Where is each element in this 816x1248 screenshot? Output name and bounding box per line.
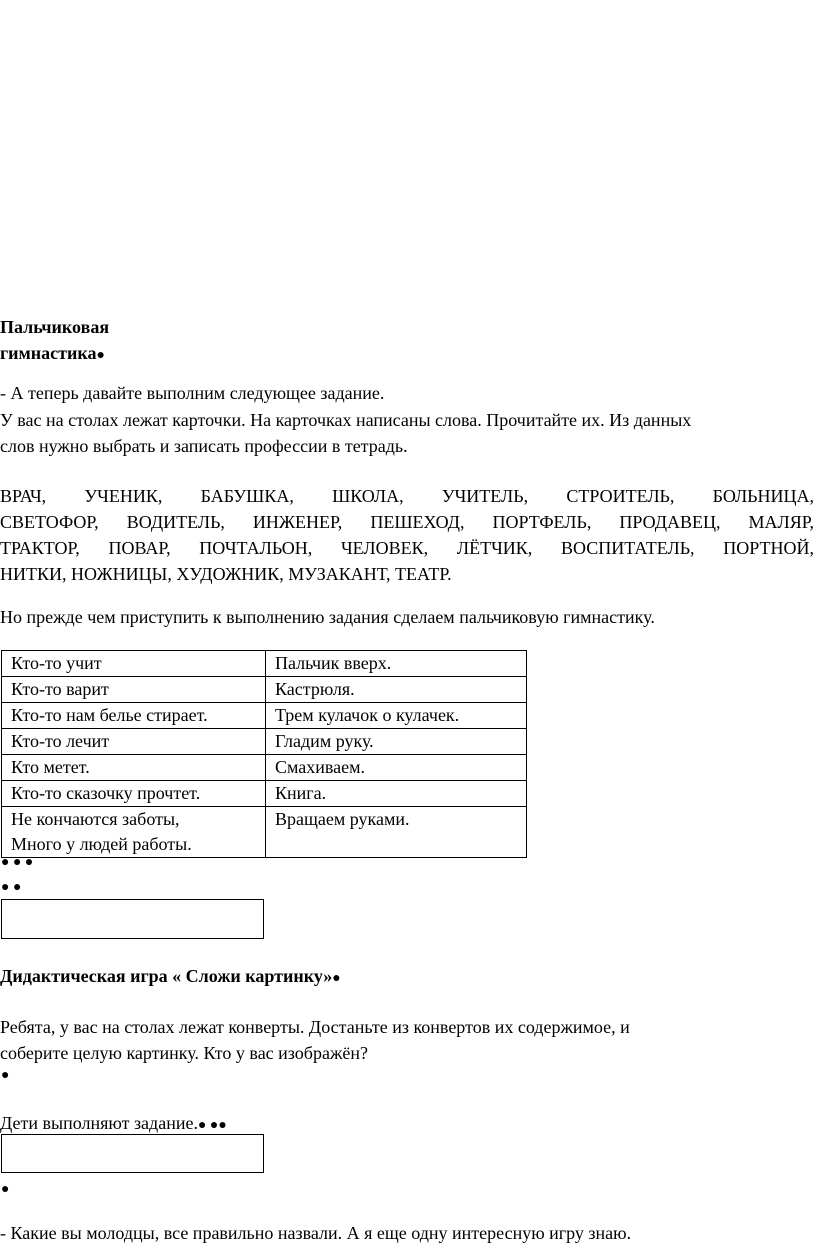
table-row [2, 807, 527, 858]
empty-frame-2 [1, 1134, 264, 1173]
bullet-row-1: ● ● ● [1, 855, 34, 870]
bullet-icon: ● [1, 1068, 10, 1083]
gymnastics-table [1, 650, 527, 858]
paragraph-envelopes-line2: соберите целую картинку. Кто у вас изображён? [0, 1043, 369, 1063]
paragraph-cards-line2: слов нужно выбрать и записать профессии в тетрадь. [0, 436, 408, 456]
table-row [2, 755, 527, 781]
bullet-group-icons: ● ●● [197, 1118, 227, 1133]
table-row [2, 703, 527, 729]
bullet-icon: ● [96, 348, 105, 363]
table-row [2, 677, 527, 703]
paragraph-task-intro: - А теперь давайте выполним следующее задание. [0, 383, 385, 403]
heading-finger-gymnastics-text: гимнастика [0, 343, 97, 363]
table-cell-text: Кто-то сказочку прочтет. [2, 781, 266, 807]
words-line-4: НИТКИ, НОЖНИЦЫ, ХУДОЖНИК, МУЗАКАНТ, ТЕАТР. [0, 564, 452, 584]
bullet-row-2: ● ● [1, 880, 22, 895]
table-row [2, 781, 527, 807]
bullet-icon: ● [332, 971, 341, 986]
table-cell-action: Пальчик вверх. [266, 651, 527, 677]
bullet-icon: ● [1, 1182, 10, 1197]
table-cell-action: Вращаем руками. [266, 807, 527, 858]
paragraph-praise: - Какие вы молодцы, все правильно назвали. А я еще одну интересную игру знаю. [0, 1223, 632, 1243]
table-cell-text [2, 807, 266, 858]
heading-didactic-game-text: Дидактическая игра « Сложи картинку» [0, 966, 333, 986]
table-cell-text: Кто метет. [2, 755, 266, 781]
table-cell-text: Кто-то варит [2, 677, 266, 703]
words-line-1: ВРАЧ, УЧЕНИК, БАБУШКА, ШКОЛА, УЧИТЕЛЬ, СТРОИТЕЛЬ, БОЛЬНИЦА, [0, 486, 814, 506]
paragraph-cards-line1: У вас на столах лежат карточки. На карточках написаны слова. Прочитайте их. Из данных [0, 410, 692, 430]
words-line-3: ТРАКТОР, ПОВАР, ПОЧТАЛЬОН, ЧЕЛОВЕК, ЛЁТЧИК, ВОСПИТАТЕЛЬ, ПОРТНОЙ, [0, 538, 814, 558]
table-cell-text: Кто-то лечит [2, 729, 266, 755]
table-cell-line1: Не кончаются заботы, [11, 809, 180, 829]
table-cell-action: Гладим руку. [266, 729, 527, 755]
heading-finger-gymnastics-line1: Пальчиковая [0, 317, 110, 337]
heading-finger-gymnastics-line2 [0, 340, 105, 369]
table-cell-line2: Много у людей работы. [11, 834, 192, 854]
table-row [2, 729, 527, 755]
heading-didactic-game [0, 963, 341, 992]
table-cell-action: Книга. [266, 781, 527, 807]
table-row [2, 651, 527, 677]
table-cell-action: Смахиваем. [266, 755, 527, 781]
paragraph-envelopes-line1: Ребята, у вас на столах лежат конверты. Достаньте из конвертов их содержимое, и [0, 1017, 630, 1037]
empty-frame-1 [1, 899, 264, 939]
table-cell-text: Кто-то нам белье стирает. [2, 703, 266, 729]
words-line-2: СВЕТОФОР, ВОДИТЕЛЬ, ИНЖЕНЕР, ПЕШЕХОД, ПОРТФЕЛЬ, ПРОДАВЕЦ, МАЛЯР, [0, 512, 814, 532]
table-cell-text: Кто-то учит [2, 651, 266, 677]
table-cell-action: Кастрюля. [266, 677, 527, 703]
paragraph-gymnastics-intro: Но прежде чем приступить к выполнению задания сделаем пальчиковую гимнастику. [0, 607, 655, 627]
table-cell-action: Трем кулачок о кулачек. [266, 703, 527, 729]
paragraph-children-task-text: Дети выполняют задание. [0, 1113, 198, 1133]
